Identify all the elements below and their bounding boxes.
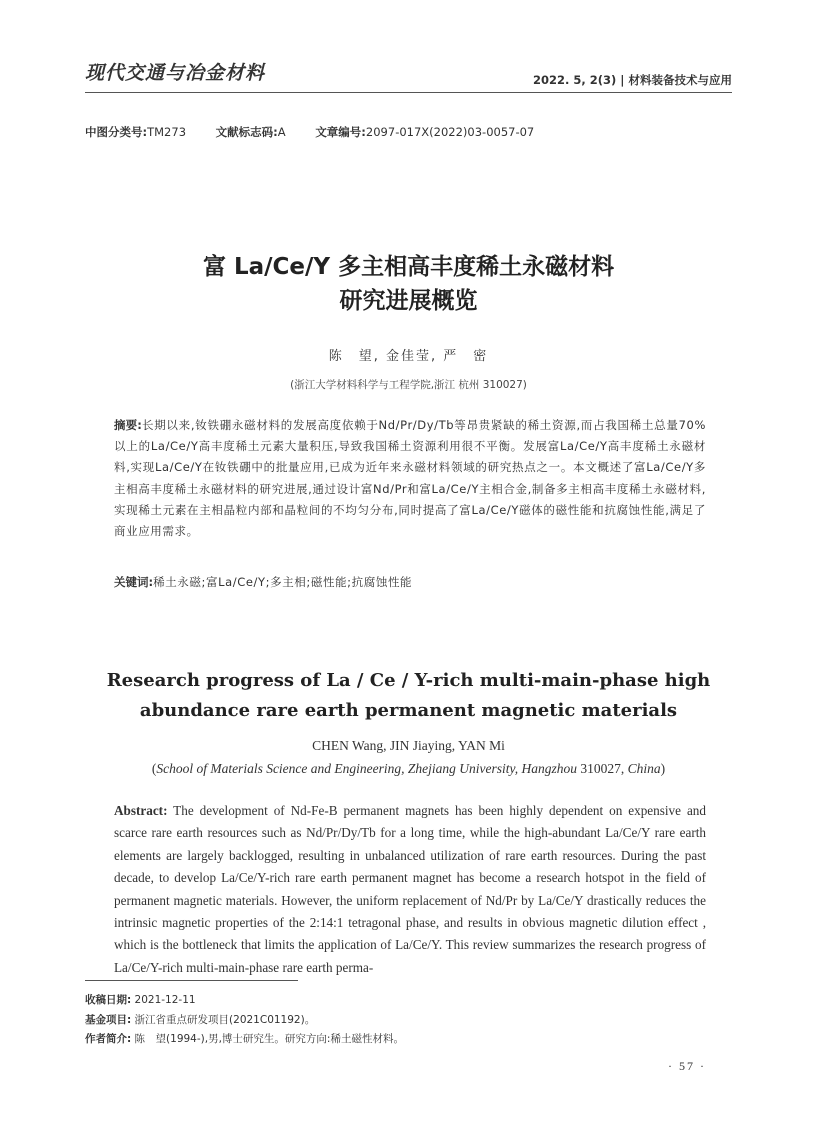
english-affiliation: (School of Materials Science and Engineering, Zhejiang University, Hangzhou 310027, China) [151,761,666,776]
chinese-title [85,250,732,318]
chinese-authors: 陈 望, 金佳莹, 严 密 [328,349,489,364]
chinese-keywords [114,574,706,590]
chinese-abstract [114,415,706,542]
header-divider [85,92,732,93]
english-authors: CHEN Wang, JIN Jiaying, YAN Mi [312,738,505,753]
english-title-line2: abundance rare earth permanent magnetic materials [139,700,678,721]
chinese-abstract-text: 长期以来,钕铁硼永磁材料的发展高度依赖于Nd/Pr/Dy/Tb等昂贵紧缺的稀土资源,而占我国稀土总量70%以上的La/Ce/Y高丰度稀土元素大量积压,导致我国稀土资源利用很不平衡。发展富La/Ce/Y高丰度稀土永磁材料,实现La/Ce/Y在钕铁硼中的批量应用,已成为近年来永磁材料领域的研究热点之一。本文概述了富La/Ce/Y多主相高丰度稀土永磁材料的研究进展,通过设计富Nd/Pr和富La/Ce/Y主相合金,制备多主相高丰度稀土永磁材料,实现稀土元素在主相晶粒内部和晶粒间的不均匀分布,同时提高了富La/Ce/Y磁体的磁性能和抗腐蚀性能,满足了商业应用需求。 [114,418,706,539]
chinese-title-line2: 研究进展概览 [339,288,478,314]
chinese-affiliation: (浙江大学材料科学与工程学院,浙江 杭州 310027) [290,379,527,391]
chinese-keywords-label: 关键词: [114,575,154,589]
english-title-line1: Research progress of La / Ce / Y-rich multi-main-phase high [106,670,711,691]
running-header [85,58,732,94]
english-abstract [114,800,706,979]
document-code: 文献标志码:A [215,125,286,139]
journal-logo: 现代交通与冶金材料 [85,62,266,84]
page-number: · 57 · [668,1059,706,1073]
issue-info: 2022. 5, 2(3) | 材料装备技术与应用 [533,73,732,87]
author-bio: 作者简介: 陈 望(1994-),男,博士研究生。研究方向:稀土磁性材料。 [85,1033,404,1045]
chinese-title-line1: 富 La/Ce/Y 多主相高丰度稀土永磁材料 [202,254,615,280]
english-abstract-text: The development of Nd-Fe-B permanent magnets has been highly dependent on expensive and scarce rare earth resources such as Nd/Pr/Dy/Tb for a long time, while the high-abundant La/Ce/Y rare earth elements are largely backlogged, resulting in unbalanced utilization of rare earth resources. During the past decade, to develop La/Ce/Y-rich rare earth permanent magnet has become a research hotspot in the field of permanent magnetic materials. However, the uniform replacement of Nd/Pr by La/Ce/Y drastically reduces the intrinsic magnetic properties of the 2:14:1 tetragonal phase, and results in obvious magnetic dilution effect , which is the bottleneck that limits the application of La/Ce/Y. This review summarizes the research progress of La/Ce/Y-rich multi-main-phase rare earth perma- [114,803,706,975]
english-abstract-label: Abstract: [114,803,168,818]
chinese-abstract-label: 摘要: [114,418,142,432]
chinese-keywords-text: 稀土永磁;富La/Ce/Y;多主相;磁性能;抗腐蚀性能 [153,575,413,589]
fund-project: 基金项目: 浙江省重点研发项目(2021C01192)。 [85,1013,316,1026]
received-date: 收稿日期: 2021-12-11 [85,994,196,1006]
footnotes [85,991,732,1050]
classification-line [85,124,560,140]
article-number: 文章编号:2097-017X(2022)03-0057-07 [315,125,535,139]
footnote-divider [85,980,298,981]
english-title [85,666,732,726]
clc-code: 中图分类号:TM273 [85,125,187,139]
